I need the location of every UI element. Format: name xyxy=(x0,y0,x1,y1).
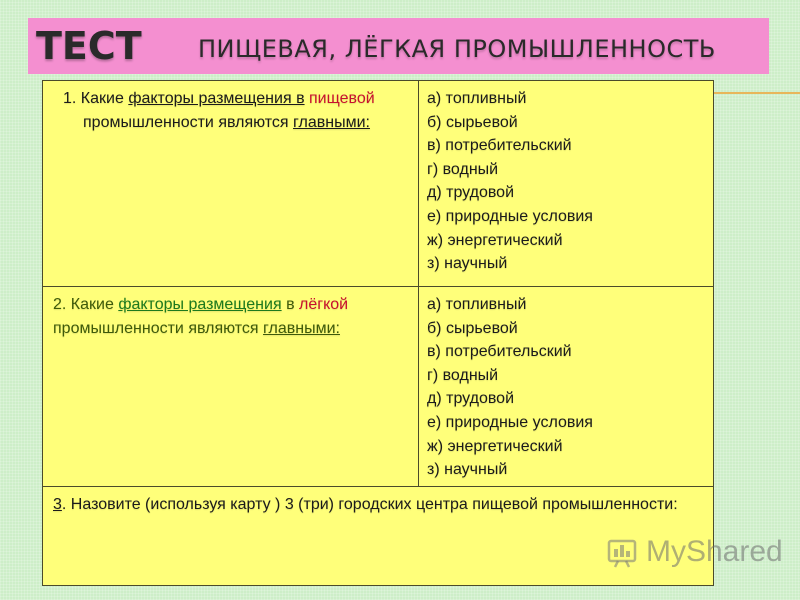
question-2-underlined: факторы размещения xyxy=(118,296,282,313)
option-item: ж) энергетический xyxy=(427,437,563,455)
option-item: в) потребительский xyxy=(427,343,572,361)
option-item: з) научный xyxy=(427,255,508,273)
question-1-highlight: пищевой xyxy=(309,90,375,107)
question-2-tail: в xyxy=(286,296,295,313)
question-row-1 xyxy=(43,81,714,287)
question-2-options xyxy=(419,287,714,487)
option-item: б) сырьевой xyxy=(427,319,518,337)
question-row-2 xyxy=(43,287,714,487)
option-item: ж) энергетический xyxy=(427,231,563,249)
decorative-line xyxy=(713,92,800,94)
option-item: в) потребительский xyxy=(427,137,572,155)
question-1-options xyxy=(419,81,714,287)
question-1-prefix: Какие xyxy=(80,90,124,107)
option-item: д) трудовой xyxy=(427,184,515,202)
question-1-cell xyxy=(43,81,419,287)
question-1-underlined: факторы размещения в xyxy=(128,90,305,107)
question-1-rest: промышленности являются xyxy=(83,113,289,131)
question-1-last: главными: xyxy=(293,113,370,131)
option-item: а) топливный xyxy=(427,296,527,313)
question-3-text: . Назовите (используя карту ) 3 (три) городских центра пищевой промышленности: xyxy=(61,496,678,513)
question-2-highlight: лёгкой xyxy=(299,296,349,313)
page-title: ТЕСТ xyxy=(36,24,142,68)
question-1-text xyxy=(53,87,410,134)
option-item: а) топливный xyxy=(427,90,527,107)
question-3-number: 3 xyxy=(53,496,62,513)
option-item: г) водный xyxy=(427,160,499,178)
option-item: е) природные условия xyxy=(427,413,593,431)
option-item: д) трудовой xyxy=(427,390,515,408)
watermark-text: MyShared xyxy=(646,535,783,568)
option-item: б) сырьевой xyxy=(427,113,518,131)
question-2-number: 2. xyxy=(53,296,67,313)
option-item: з) научный xyxy=(427,461,508,479)
question-1-number: 1. xyxy=(63,90,77,107)
question-2-last: главными: xyxy=(263,319,340,337)
option-item: г) водный xyxy=(427,366,499,384)
question-2-text xyxy=(53,293,410,340)
question-2-prefix: Какие xyxy=(70,296,114,313)
question-2-cell xyxy=(43,287,419,487)
question-2-rest: промышленности являются xyxy=(53,319,259,337)
myshared-logo-icon xyxy=(606,535,640,569)
watermark xyxy=(606,532,783,572)
page-subtitle: ПИЩЕВАЯ, ЛЁГКАЯ ПРОМЫШЛЕННОСТЬ xyxy=(198,35,716,63)
quiz-table xyxy=(42,80,714,586)
option-item: е) природные условия xyxy=(427,207,593,225)
